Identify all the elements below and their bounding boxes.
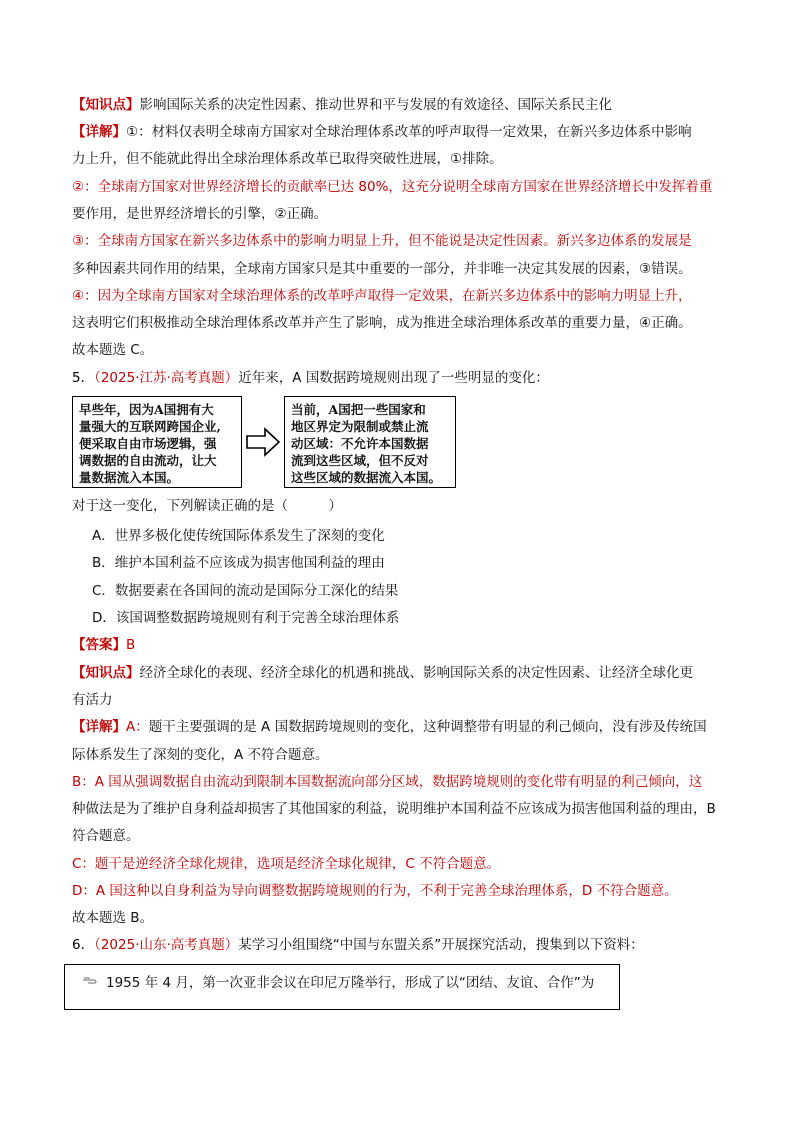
q5-detail-b-line-2: 种做法是为了维护自身利益却损害了其他国家的利益，说明维护本国利益不应该成为损害他国利益的理由，B [72,801,716,817]
q5-box-after-line: 地区界定为限制或禁止流 [291,419,429,434]
knowledge-point-tag: 【知识点】 [72,97,140,113]
detail-text-1: ①：材料仅表明全球南方国家对全球治理体系改革的呼声取得一定效果，在新兴多边体系中影响 [126,124,692,140]
point-3-line-1: ③：全球南方国家在新兴多边体系中的影响力明显上升，但不能说是决定性因素。新兴多边体系的发展是 [72,233,692,249]
q5-detail-b-line-1: B：A 国从强调数据自由流动到限制本国数据流向部分区域，数据跨境规则的变化带有明显的利己倾向，这 [72,774,703,790]
q5-conclusion: 故本题选 B。 [72,910,154,926]
knowledge-point-line [72,92,754,119]
point-2-line-1: ②：全球南方国家对世界经济增长的贡献率已达 80%，这充分说明全球南方国家在世界经济增长中发挥着重 [72,179,713,195]
q5-source: （2025·江苏·高考真题） [94,370,239,386]
q5-knowledge-line-1 [72,660,754,687]
detail-line-2: 力上升，但不能就此得出全球治理体系改革已取得突破性进展，①排除。 [72,151,503,167]
q5-box-after-line: 当前，A国把一些国家和 [291,402,426,417]
pointing-hand-icon [82,975,100,987]
q5-answer-line [72,632,754,659]
q5-box-after-line: 动区域：不允许本国数据 [291,436,429,451]
q5-box-before-line: 调数据的自由流动，让大 [79,453,217,468]
answer-value: B [126,637,136,653]
q6-stem-line [72,932,754,959]
q6-material-line-1: 1955 年 4 月，第一次亚非会议在印尼万隆举行，形成了以“团结、友谊、合作”为 [106,975,595,991]
detail-tag: 【详解】 [72,719,126,735]
q5-box-before [72,396,242,488]
q5-detail-b-line-3: 符合题意。 [72,828,140,844]
q5-option-b: B．维护本国利益不应该成为损害他国利益的理由 [92,555,385,571]
q6-number: 6． [72,937,95,953]
detail-a-text: 题干主要强调的是 A 国数据跨境规则的变化，这种调整带有明显的利己倾向，没有涉及传统国 [148,719,707,735]
q5-box-after-line: 流到这些区域，但不反对 [291,453,429,468]
knowledge-point-text: 影响国际关系的决定性因素、推动世界和平与发展的有效途径、国际关系民主化 [139,97,612,113]
point-4-line-2: 这表明它们积极推动全球治理体系改革并产生了影响，成为推进全球治理体系改革的重要力量，④正确。 [72,315,692,331]
q5-detail-a-line-1 [72,714,754,741]
detail-a-letter: A： [126,719,149,735]
q5-stem-line [72,365,754,392]
q5-box-before-line: 量数据流入本国。 [79,470,180,485]
point-4-line-1: ④：因为全球南方国家对全球治理体系的改革呼声取得一定效果，在新兴多边体系中的影响力明显上升， [72,288,692,304]
q5-option-a: A．世界多极化使传统国际体系发生了深刻的变化 [92,528,385,544]
detail-tag: 【详解】 [72,124,126,140]
q5-number: 5． [72,370,95,386]
knowledge-point-tag: 【知识点】 [72,665,140,681]
q5-box-before-line: 量强大的互联网跨国企业, [79,419,221,434]
detail-line-1 [72,119,754,146]
q5-detail-d-line: D：A 国这种以自身利益为导向调整数据跨境规则的行为，不利于完善全球治理体系，D 不符合题意。 [72,883,678,899]
point-2-line-2: 要作用，是世界经济增长的引擎，②正确。 [72,206,328,222]
q5-question: 对于这一变化，下列解读正确的是（ ） [72,498,342,514]
q5-option-d: D．该国调整数据跨境规则有利于完善全球治理体系 [92,610,400,626]
q5-detail-a-line-2: 际体系发生了深刻的变化，A 不符合题意。 [72,747,329,763]
q5-box-before-line: 便采取自由市场逻辑，强 [79,436,217,451]
q6-source: （2025·山东·高考真题） [94,937,239,953]
q5-box-before-line: 早些年，因为A国拥有大 [79,402,214,417]
conclusion-prev: 故本题选 C。 [72,342,154,358]
q5-box-after [284,396,456,488]
q5-stem: 近年来，A 国数据跨境规则出现了一些明显的变化： [238,370,549,386]
knowledge-point-text: 经济全球化的表现、经济全球化的机遇和挑战、影响国际关系的决定性因素、让经济全球化更 [139,665,693,681]
q6-stem: 某学习小组围绕“中国与东盟关系”开展探究活动，搜集到以下资料： [238,937,644,953]
answer-tag: 【答案】 [72,637,126,653]
q5-box-after-line: 这些区域的数据流入本国。 [291,470,442,485]
right-arrow-icon [245,427,281,457]
q5-detail-c-line: C：题干是逆经济全球化规律，选项是经济全球化规律，C 不符合题意。 [72,856,501,872]
q5-knowledge-line-2: 有活力 [72,692,113,708]
point-3-line-2: 多种因素共同作用的结果，全球南方国家只是其中重要的一部分，并非唯一决定其发展的因素，③错误。 [72,261,692,277]
q5-option-c: C．数据要素在各国间的流动是国际分工深化的结果 [92,583,399,599]
